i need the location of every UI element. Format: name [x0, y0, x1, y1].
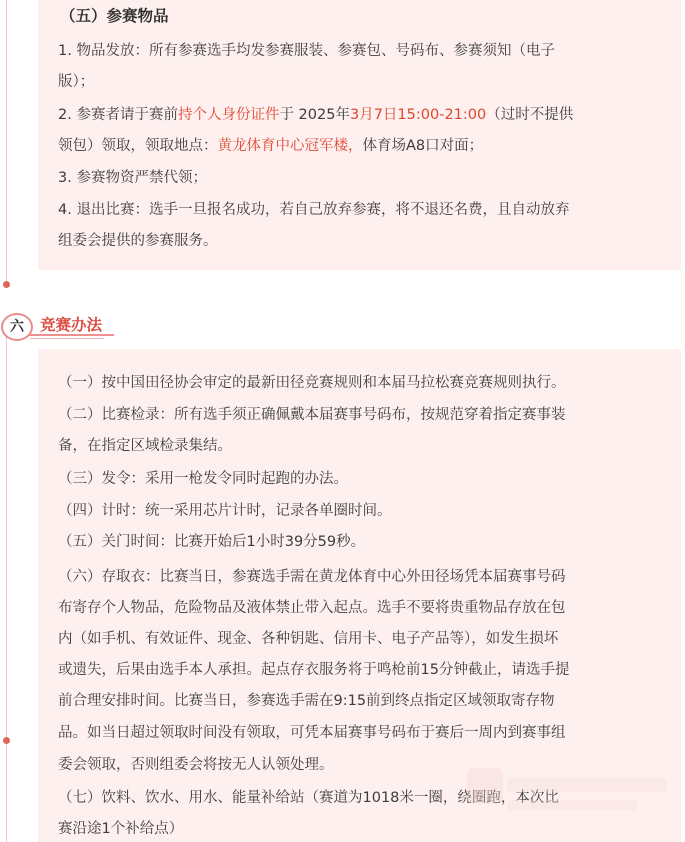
section-6-line: （五）关门时间：比赛开始后1小时39分59秒。 — [58, 534, 366, 550]
timeline-line-bottom — [6, 330, 7, 842]
section-6-line: 或遗失，后果由选手本人承担。起点存衣服务将于鸣枪前15分钟截止，请选手提 — [58, 662, 570, 678]
section-number-badge: 六 — [1, 313, 33, 341]
text-segment: （过时不提供 — [486, 107, 574, 123]
text-segment: 组委会提供的参赛服务。 — [58, 233, 218, 249]
timeline-line-top — [6, 0, 7, 282]
section-6-line: （四）计时：统一采用芯片计时，记录各单圈时间。 — [58, 503, 392, 519]
highlight-text: 持个人身份证件 — [177, 107, 280, 123]
section-6-line: 委会领取，否则组委会将按无人认领处理。 — [58, 757, 334, 773]
heading-underline — [28, 334, 114, 336]
section-6-line: 备，在指定区域检录集结。 — [58, 438, 232, 454]
heading-underline-accent — [30, 338, 104, 339]
section-6-line: （三）发令：采用一枪发令同时起跑的办法。 — [58, 471, 348, 487]
watermark-logo-icon — [467, 768, 677, 838]
section-5-line — [58, 70, 94, 91]
section-5-line — [58, 134, 483, 155]
section-5-line — [58, 39, 555, 60]
section-6-heading: 竞赛办法 — [40, 316, 103, 334]
text-segment: 3. 参赛物资严禁代领； — [58, 170, 207, 186]
text-segment: 于 2025年 — [279, 107, 350, 123]
text-segment: 2. 参赛者请于赛前 — [58, 107, 178, 123]
section-5-line — [58, 166, 207, 187]
section-6-line: （六）存取衣：比赛当日，参赛选手需在黄龙体育中心外田径场凭本届赛事号码 — [58, 569, 566, 585]
text-segment: 领包）领取，领取地点： — [58, 138, 218, 154]
highlight-text: 黄龙体育中心冠军楼， — [217, 138, 363, 154]
section-5-line — [58, 198, 569, 219]
section-5-title: （五）参赛物品 — [60, 7, 169, 25]
section-6-line: 内（如手机、有效证件、现金、各种钥匙、信用卡、电子产品等），如发生损坏 — [58, 631, 559, 647]
text-segment: 4. 退出比赛：选手一旦报名成功，若自己放弃参赛，将不退还名费，且自动放弃 — [58, 202, 570, 218]
section-6-line: （二）比赛检录：所有选手须正确佩戴本届赛事号码布，按规范穿着指定赛事装 — [58, 407, 566, 423]
section-6-line: 布寄存个人物品，危险物品及液体禁止带入起点。选手不要将贵重物品存放在包 — [58, 600, 566, 616]
text-segment: 版）； — [58, 74, 95, 90]
section-5-line — [58, 103, 573, 124]
section-6-line: 前合理安排时间。比赛当日，参赛选手需在9:15前到终点指定区域领取寄存物 — [58, 693, 555, 709]
timeline-dot — [3, 281, 10, 288]
section-5-line — [58, 229, 218, 250]
section-6-line: （一）按中国田径协会审定的最新田径竞赛规则和本届马拉松赛竞赛规则执行。 — [58, 375, 566, 391]
section-6-line: 赛沿途1个补给点） — [58, 821, 184, 837]
timeline-dot — [3, 737, 10, 744]
section-6-line: 品。如当日超过领取时间没有领取，可凭本届赛事号码布于赛后一周内到赛事组 — [58, 725, 566, 741]
highlight-text: 3月7日15:00-21:00 — [349, 107, 487, 123]
text-segment: 体育场A8口对面； — [362, 138, 484, 154]
text-segment: 1. 物品发放：所有参赛选手均发参赛服装、参赛包、号码布、参赛须知（电子 — [58, 43, 555, 59]
section-6-line: （七）饮料、饮水、用水、能量补给站（赛道为1018米一圈，绕圈跑，本次比 — [58, 790, 559, 806]
